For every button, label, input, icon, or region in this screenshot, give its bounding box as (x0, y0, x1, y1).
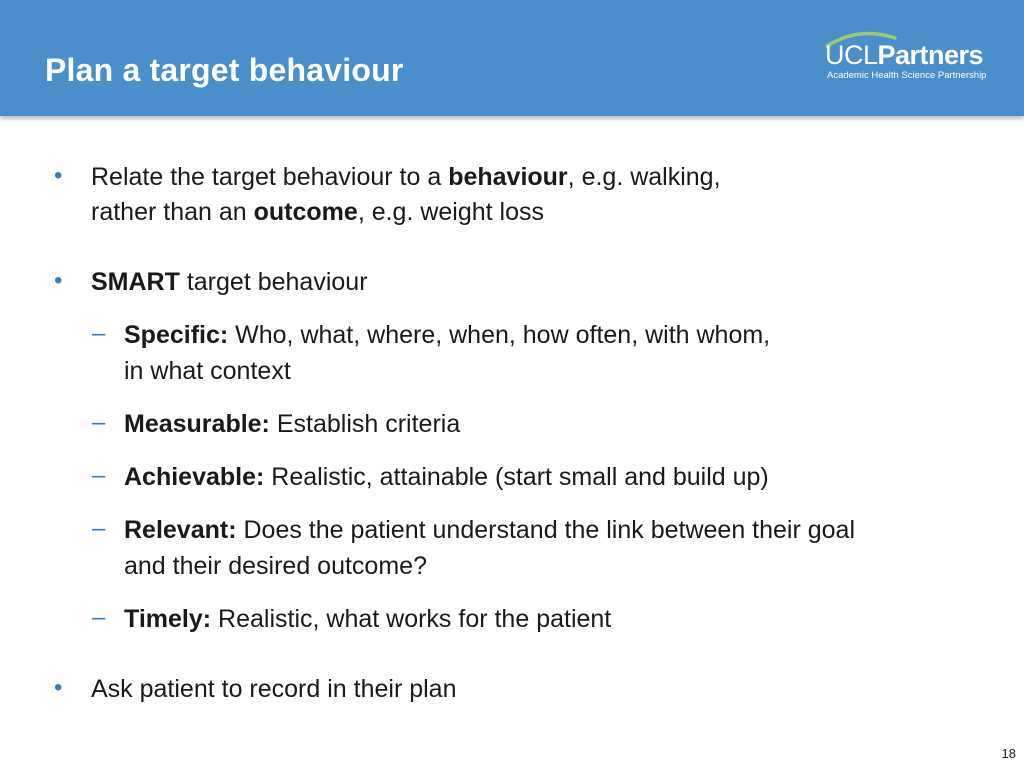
subitem-text: Who, what, where, when, how often, with whom, (228, 321, 771, 349)
subitem-text: Realistic, attainable (start small and build up) (264, 463, 769, 491)
subitem-relevant-line1 (124, 515, 855, 545)
subitem-term: Timely: (124, 605, 212, 633)
dash-marker: – (92, 515, 106, 542)
subitem-relevant-line2: and their desired outcome? (124, 552, 427, 580)
subitem-text: Establish criteria (269, 410, 461, 438)
logo-ucl-text: UCL (825, 40, 878, 70)
bullet1-text-mid: , e.g. walking, (567, 163, 721, 191)
bullet1-line2-pre: rather than an (91, 198, 254, 226)
bullet3-line: Ask patient to record in their plan (91, 675, 457, 703)
slide-title: Plan a target behaviour (45, 52, 404, 88)
bullet2-text: target behaviour (179, 268, 368, 296)
logo-tagline: Academic Health Science Partnership (827, 70, 987, 81)
bullet-marker: • (54, 162, 63, 189)
bullet1-text-pre: Relate the target behaviour to a (91, 163, 449, 191)
dash-marker: – (92, 462, 106, 489)
bullet1-line1 (91, 162, 721, 192)
bullet1-bold-outcome: outcome (253, 198, 358, 226)
page-number: 18 (1001, 746, 1016, 761)
subitem-text: Does the patient understand the link between their goal (236, 516, 856, 544)
subitem-specific-line2: in what context (124, 357, 291, 385)
subitem-measurable (124, 409, 460, 439)
subitem-achievable (124, 462, 769, 492)
subitem-specific-line1 (124, 320, 770, 350)
subitem-text: Realistic, what works for the patient (211, 605, 612, 633)
bullet1-bold-behaviour: behaviour (448, 163, 568, 191)
subitem-term: Achievable: (124, 463, 265, 491)
bullet2-bold-smart: SMART (91, 268, 180, 296)
subitem-timely (124, 604, 611, 634)
logo-partners-text: Partners (877, 40, 984, 70)
bullet-marker: • (54, 674, 63, 701)
bullet2-line (91, 267, 368, 297)
bullet1-line2-post: , e.g. weight loss (357, 198, 545, 226)
subitem-term: Measurable: (124, 410, 270, 438)
subitem-term: Specific: (124, 321, 229, 349)
dash-marker: – (92, 604, 106, 631)
bullet1-line2 (91, 197, 544, 227)
subitem-term: Relevant: (124, 516, 237, 544)
dash-marker: – (92, 320, 106, 347)
dash-marker: – (92, 409, 106, 436)
bullet-marker: • (54, 267, 63, 294)
